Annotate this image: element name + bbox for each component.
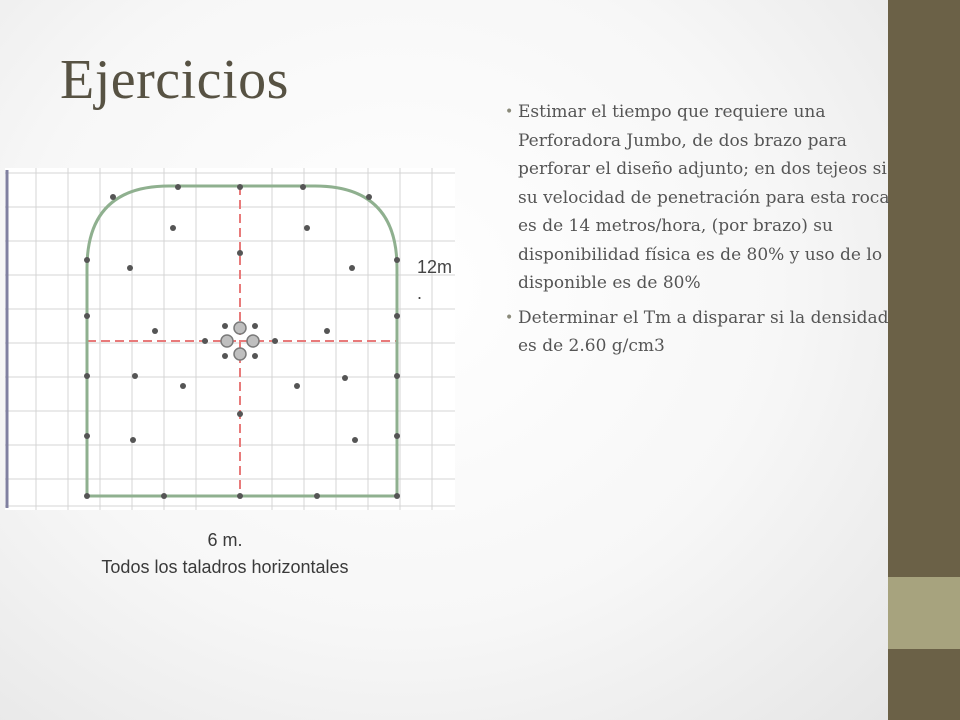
bullet-item: • Determinar el Tm a disparar si la densidad es de 2.60 g/cm3 bbox=[505, 304, 897, 361]
width-dimension-label: 6 m. bbox=[207, 530, 243, 550]
height-dimension-label bbox=[417, 254, 452, 306]
decorative-sidebar-accent bbox=[888, 577, 960, 649]
slide-title: Ejercicios bbox=[60, 49, 289, 111]
height-dimension-dot: . bbox=[417, 283, 423, 303]
height-dimension-value: 12m bbox=[417, 257, 453, 277]
bullet-item: • Estimar el tiempo que requiere una Perforadora Jumbo, de dos brazo para perforar el diseño adjunto; en dos tejeos si su velocidad de penetración para esta roca es de 14 metros/hora, (por brazo) su disponibilidad física es de 80% y uso de lo disponible es de 80% bbox=[505, 98, 897, 298]
bullet-list bbox=[505, 98, 897, 367]
diagram-caption bbox=[40, 527, 410, 581]
drilling-pattern-diagram bbox=[5, 168, 455, 510]
caption-text: Todos los taladros horizontales bbox=[101, 557, 349, 577]
